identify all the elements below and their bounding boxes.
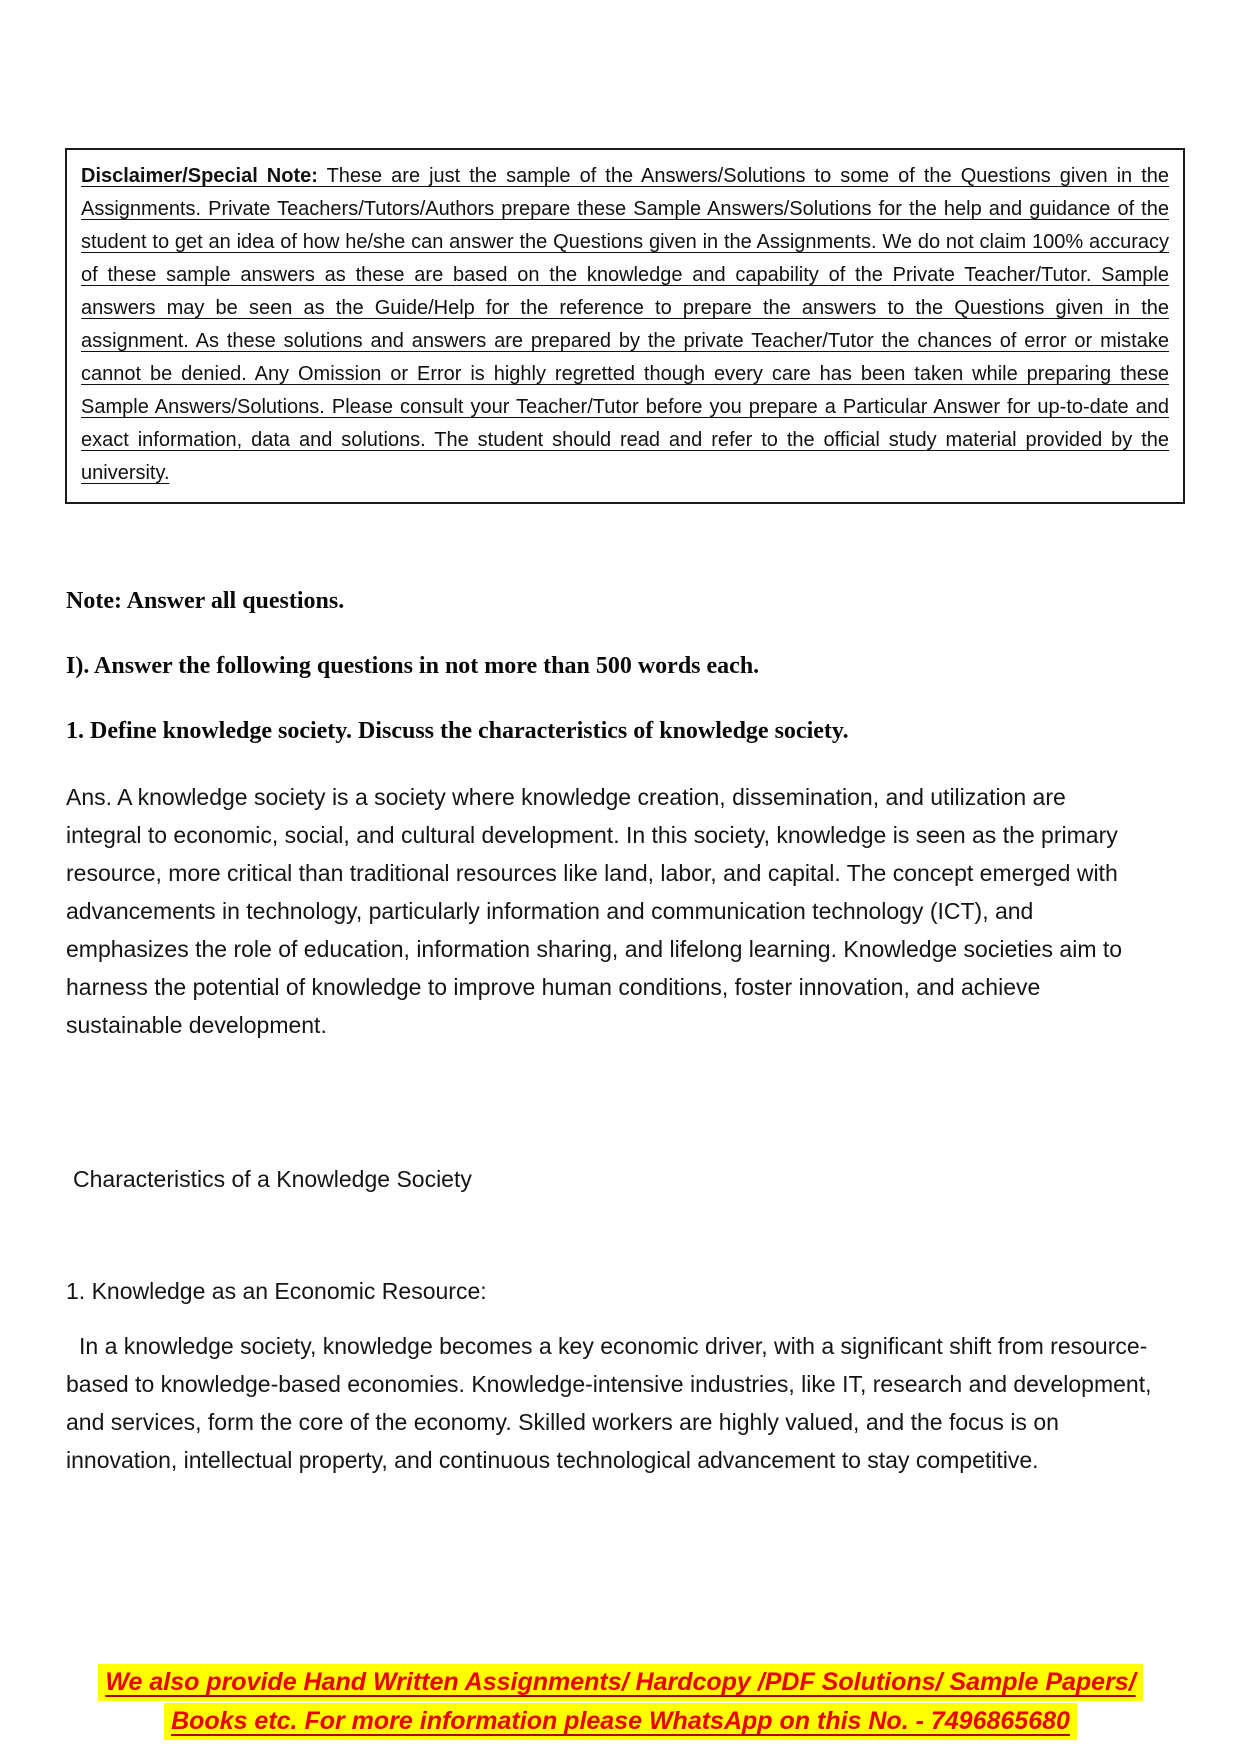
disclaimer-box bbox=[65, 148, 1185, 504]
question-heading: 1. Define knowledge society. Discuss the characteristics of knowledge society. bbox=[66, 718, 849, 744]
footer-line-1: We also provide Hand Written Assignments/ Hardcopy /PDF Solutions/ Sample Papers/ bbox=[98, 1664, 1142, 1701]
note-heading: Note: Answer all questions. bbox=[66, 588, 345, 614]
disclaimer-body: These are just the sample of the Answers/Solutions to some of the Questions given in the Assignments. Private Teachers/Tutors/Authors prepare these Sample Answers/Solutions for the help and guidance of the student to get an idea of how he/she can answer the Questions given in the Assignments. We do not claim 100% accuracy of these sample answers as these are based on the knowledge and capability of the Private Teacher/Tutor. Sample answers may be seen as the Guide/Help for the reference to prepare the answers to the Questions given in the assignment. As these solutions and answers are prepared by the private Teacher/Tutor the chances of error or mistake cannot be denied. Any Omission or Error is highly regretted though every care has been taken while preparing these Sample Answers/Solutions. Please consult your Teacher/Tutor before you prepare a Particular Answer for up-to-date and exact information, data and solutions. The student should read and refer to the official study material provided by the university. bbox=[81, 165, 1169, 484]
section-heading: I). Answer the following questions in not more than 500 words each. bbox=[66, 653, 760, 679]
point-1-paragraph: In a knowledge society, knowledge becomes a key economic driver, with a significant shift from resource-based to knowledge-based economies. Knowledge-intensive industries, like IT, research and development, and services, form the core of the economy. Skilled workers are highly valued, and the focus is on innovation, intellectual property, and continuous technological advancement to stay competitive. bbox=[66, 1333, 1152, 1473]
footer-banner bbox=[0, 1663, 1241, 1741]
disclaimer-text bbox=[81, 160, 1169, 490]
point-1-heading: 1. Knowledge as an Economic Resource: bbox=[66, 1278, 487, 1304]
characteristics-subheading: Characteristics of a Knowledge Society bbox=[73, 1166, 472, 1192]
answer-paragraph: Ans. A knowledge society is a society where knowledge creation, dissemination, and utilization are integral to economic, social, and cultural development. In this society, knowledge is seen as the primary resource, more critical than traditional resources like land, labor, and capital. The concept emerged with advancements in technology, particularly information and communication technology (ICT), and emphasizes the role of education, information sharing, and lifelong learning. Knowledge societies aim to harness the potential of knowledge to improve human conditions, foster innovation, and achieve sustainable development. bbox=[66, 784, 1123, 1038]
footer-line-2: Books etc. For more information please WhatsApp on this No. - 7496865680 bbox=[164, 1703, 1077, 1740]
disclaimer-label: Disclaimer/Special Note: bbox=[81, 165, 318, 187]
